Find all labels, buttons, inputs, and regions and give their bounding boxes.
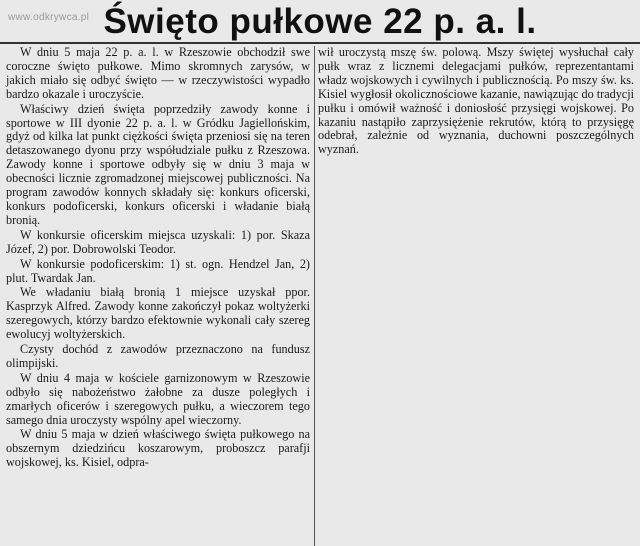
paragraph: Właściwy dzień święta poprzedziły zawody konne i sportowe w III dyonie 22 p. a. l. w Gródku Jagiellońskim, gdyż od kilka lat punkt ciężkości święta przeniosi się na teren detaszowanego dyonu przy współudziale pułku z Rzeszowa. Zawody konne i sportowe odbyły się w dniu 3 maja w obecności licznie zgromadzonej miejscowej publiczności. Na program zawodów konnych składały się: konkurs oficerski, konkurs podoficerski, konkurs oficerski i władanie białą bronią.	[6, 101, 310, 227]
paragraph: W dniu 5 maja w dzień właściwego święta pułkowego na obszernym dziedzińcu koszarowym, proboszcz parafji wojskowej, ks. Kisiel, odpra-	[6, 427, 310, 470]
paragraph: wił uroczystą mszę św. polową. Mszy świętej wysłuchał cały pułk wraz z licznemi delegacjami pułków, reprezentantami władz wojskowych i cywilnych i publicznością. Po mszy św. ks. Kisiel wygłosił okolicznościowe kazanie, nawiązując do tradycji pułku i omówił ważność i doniosłość przysięgi wojskowej. Po kazaniu nastąpiło zaprzysiężenie rekrutów, którą to przysięgę odebrał, zależnie od wyznania, duchowni poszczególnych wyznań.	[318, 45, 634, 157]
paragraph: W konkursie podoficerskim: 1) st. ogn. Hendzel Jan, 2) plut. Twardak Jan.	[6, 256, 310, 285]
headline-rule	[0, 42, 640, 44]
paragraph: We władaniu białą bronią 1 miejsce uzyskał ppor. Kasprzyk Alfred. Zawody konne zakończył pokaz woltyżerki szeregowych, którzy bardzo efektownie wykonali cały szereg ewolucyj woltyżerskich.	[6, 285, 310, 342]
paragraph: Czysty dochód z zawodów przeznaczono na fundusz olimpijski.	[6, 342, 310, 370]
watermark: www.odkrywca.pl	[8, 12, 90, 23]
paragraph: W konkursie oficerskim miejsca uzyskali: 1) por. Skaza Józef, 2) por. Dobrowolski Teodor.	[6, 227, 310, 256]
paragraph: W dniu 4 maja w kościele garnizonowym w Rzeszowie odbyło się nabożeństwo żałobne za dusze poległych i zmarłych oficerów i szeregowych pułku, a wieczorem tego samego dnia uroczysty wspólny apel wieczorny.	[6, 370, 310, 427]
column-separator	[314, 46, 315, 546]
paragraph: W dniu 5 maja 22 p. a. l. w Rzeszowie obchodził swe coroczne święto pułkowe. Mimo skromnych zarysów, w jakich miało się odbyć święto — w rzeczywistości wypadło bardzo okazale i uroczyście.	[6, 45, 310, 101]
article-column-right	[318, 46, 634, 178]
article-column-left	[6, 46, 310, 471]
headline: Święto pułkowe 22 p. a. l.	[103, 2, 537, 41]
